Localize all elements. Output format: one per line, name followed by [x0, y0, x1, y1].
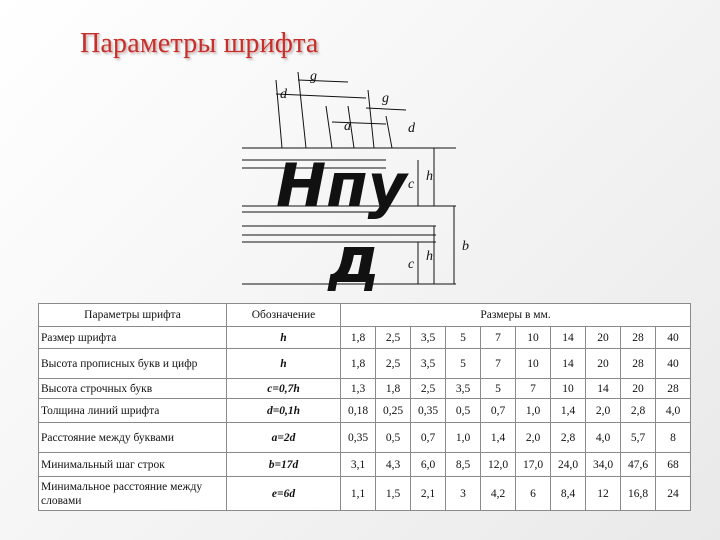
symbol-cell: h: [227, 349, 341, 379]
table-row: [39, 423, 691, 453]
table-row: [39, 453, 691, 477]
size-value-cell: 7: [481, 349, 516, 379]
size-value-cell: 40: [656, 349, 691, 379]
size-value-cell: 10: [516, 327, 551, 349]
parameter-name-cell: Размер шрифта: [39, 327, 227, 349]
size-value-cell: 8,4: [551, 477, 586, 511]
size-value-cell: 4,0: [586, 423, 621, 453]
top-dimensions: [276, 72, 406, 148]
size-value-cell: 2,5: [411, 379, 446, 399]
size-value-cell: 1,4: [551, 399, 586, 423]
dim-label-c-top: c: [408, 177, 415, 192]
vertical-dimensions: [418, 148, 454, 284]
symbol-cell: b=17d: [227, 453, 341, 477]
size-value-cell: 2,1: [411, 477, 446, 511]
size-value-cell: 24,0: [551, 453, 586, 477]
size-value-cell: 5,7: [621, 423, 656, 453]
dim-label-b: b: [462, 239, 469, 254]
size-value-cell: 6,0: [411, 453, 446, 477]
size-value-cell: 0,7: [411, 423, 446, 453]
size-value-cell: 20: [586, 349, 621, 379]
size-value-cell: 3,1: [341, 453, 376, 477]
symbol-cell: e=6d: [227, 477, 341, 511]
slide-title: Параметры шрифта: [80, 28, 319, 59]
size-value-cell: 1,0: [446, 423, 481, 453]
size-value-cell: 47,6: [621, 453, 656, 477]
parameter-name-cell: Минимальный шаг строк: [39, 453, 227, 477]
size-value-cell: 2,5: [376, 327, 411, 349]
parameter-name-cell: Толщина линий шрифта: [39, 399, 227, 423]
size-value-cell: 7: [481, 327, 516, 349]
size-value-cell: 0,25: [376, 399, 411, 423]
size-value-cell: 3,5: [446, 379, 481, 399]
size-value-cell: 3: [446, 477, 481, 511]
size-value-cell: 40: [656, 327, 691, 349]
size-value-cell: 2,0: [516, 423, 551, 453]
size-value-cell: 8: [656, 423, 691, 453]
size-value-cell: 5: [446, 327, 481, 349]
dim-label-g-right: g: [382, 91, 389, 106]
dim-label-d-left: d: [280, 87, 287, 102]
size-value-cell: 0,18: [341, 399, 376, 423]
parameter-name-cell: Высота строчных букв: [39, 379, 227, 399]
size-value-cell: 4,2: [481, 477, 516, 511]
sample-letter: д: [328, 224, 380, 298]
size-value-cell: 1,8: [341, 349, 376, 379]
size-value-cell: 28: [621, 349, 656, 379]
size-value-cell: 1,8: [376, 379, 411, 399]
size-value-cell: 20: [586, 327, 621, 349]
size-value-cell: 24: [656, 477, 691, 511]
size-value-cell: 1,4: [481, 423, 516, 453]
size-value-cell: 20: [621, 379, 656, 399]
size-value-cell: 68: [656, 453, 691, 477]
table-header-row: [39, 304, 691, 327]
size-value-cell: 10: [551, 379, 586, 399]
parameter-name-cell: Расстояние между буквами: [39, 423, 227, 453]
size-value-cell: 2,0: [586, 399, 621, 423]
size-value-cell: 7: [516, 379, 551, 399]
size-value-cell: 0,35: [341, 423, 376, 453]
size-value-cell: 28: [621, 327, 656, 349]
size-value-cell: 14: [551, 327, 586, 349]
size-value-cell: 1,8: [341, 327, 376, 349]
parameter-name-cell: Высота прописных букв и цифр: [39, 349, 227, 379]
symbol-cell: h: [227, 327, 341, 349]
header-parameters: Параметры шрифта: [39, 304, 227, 327]
table-row: [39, 349, 691, 379]
size-value-cell: 5: [446, 349, 481, 379]
size-value-cell: 1,1: [341, 477, 376, 511]
size-value-cell: 17,0: [516, 453, 551, 477]
size-value-cell: 0,5: [446, 399, 481, 423]
size-value-cell: 4,0: [656, 399, 691, 423]
size-value-cell: 3,5: [411, 349, 446, 379]
dim-label-d-right: d: [408, 121, 415, 136]
size-value-cell: 12,0: [481, 453, 516, 477]
table-row: [39, 379, 691, 399]
size-value-cell: 14: [551, 349, 586, 379]
size-value-cell: 16,8: [621, 477, 656, 511]
dim-label-h-bottom: h: [426, 249, 433, 264]
symbol-cell: a=2d: [227, 423, 341, 453]
dim-label-c-bottom: c: [408, 257, 415, 272]
size-value-cell: 4,3: [376, 453, 411, 477]
header-sizes: Размеры в мм.: [341, 304, 691, 327]
size-value-cell: 34,0: [586, 453, 621, 477]
size-value-cell: 12: [586, 477, 621, 511]
table-row: [39, 327, 691, 349]
size-value-cell: 2,8: [621, 399, 656, 423]
size-value-cell: 6: [516, 477, 551, 511]
dim-label-a: a: [344, 119, 351, 134]
size-value-cell: 5: [481, 379, 516, 399]
size-value-cell: 28: [656, 379, 691, 399]
size-value-cell: 0,5: [376, 423, 411, 453]
size-value-cell: 14: [586, 379, 621, 399]
size-value-cell: 1,5: [376, 477, 411, 511]
size-value-cell: 0,35: [411, 399, 446, 423]
symbol-cell: c=0,7h: [227, 379, 341, 399]
size-value-cell: 1,3: [341, 379, 376, 399]
size-value-cell: 1,0: [516, 399, 551, 423]
table-row: [39, 399, 691, 423]
sample-word: Нпу: [276, 151, 407, 221]
size-value-cell: 2,8: [551, 423, 586, 453]
dim-label-g-left: g: [310, 69, 317, 84]
size-value-cell: 2,5: [376, 349, 411, 379]
parameter-name-cell: Минимальное расстояние между словами: [39, 477, 227, 511]
size-value-cell: 3,5: [411, 327, 446, 349]
size-value-cell: 10: [516, 349, 551, 379]
font-parameters-diagram: [236, 60, 496, 300]
table-row: [39, 477, 691, 511]
header-symbol: Обозначение: [227, 304, 341, 327]
symbol-cell: d=0,1h: [227, 399, 341, 423]
size-value-cell: 8,5: [446, 453, 481, 477]
dim-label-h-top: h: [426, 169, 433, 184]
font-parameters-table: [38, 303, 691, 511]
size-value-cell: 0,7: [481, 399, 516, 423]
